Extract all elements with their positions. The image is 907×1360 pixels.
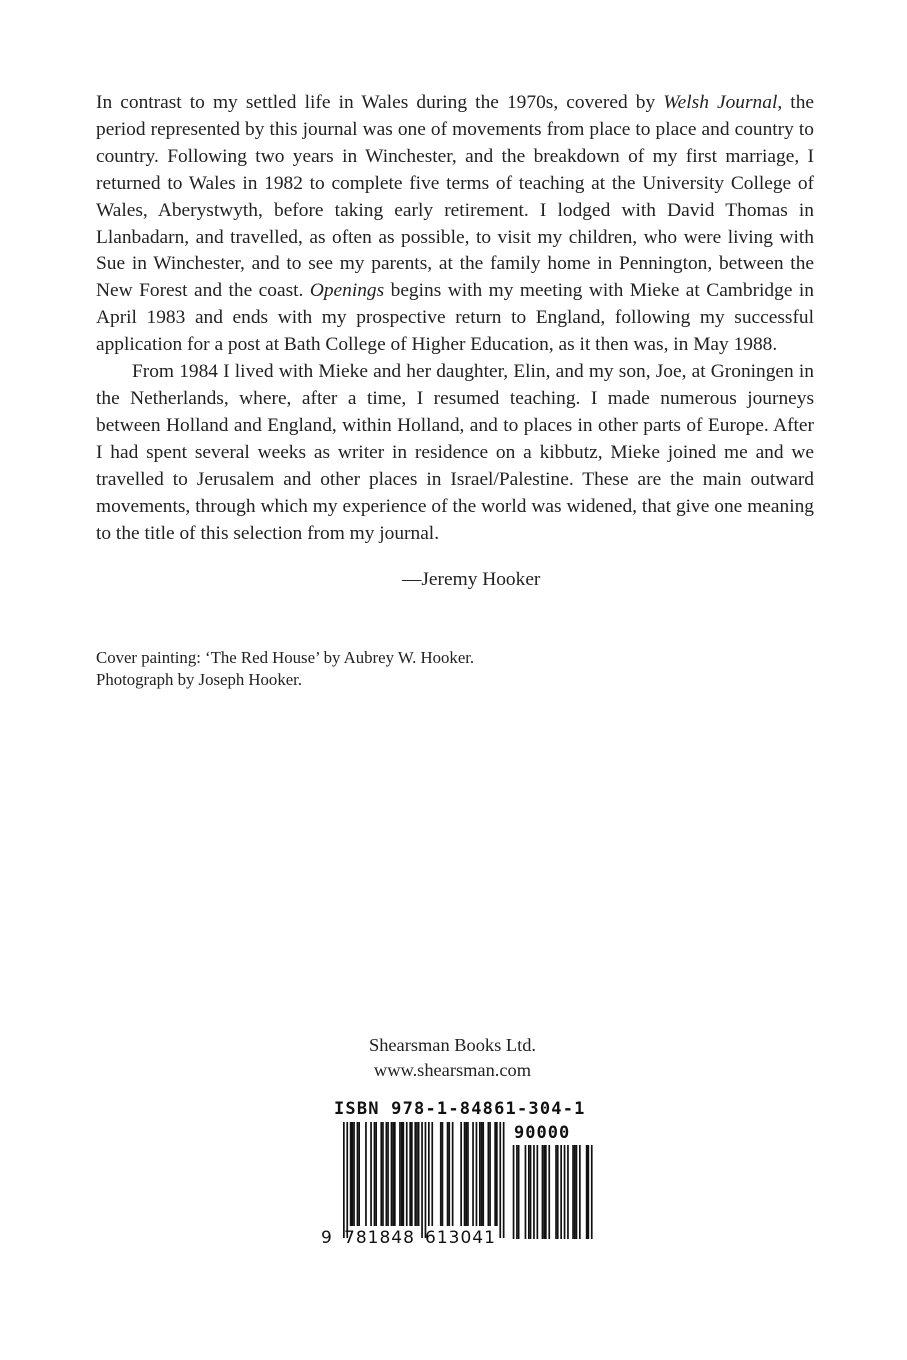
barcode-bar bbox=[503, 1122, 505, 1238]
barcode-bar bbox=[358, 1122, 360, 1226]
barcode-digit-first: 9 bbox=[321, 1228, 332, 1248]
barcode-addon-bar bbox=[591, 1145, 593, 1239]
barcode-addon-bar bbox=[567, 1145, 569, 1239]
barcode-addon-bar bbox=[560, 1145, 562, 1239]
barcode-addon-bar bbox=[513, 1145, 515, 1239]
barcode-bar bbox=[460, 1122, 462, 1226]
barcode-bar bbox=[440, 1122, 442, 1226]
barcode-addon-bar bbox=[542, 1145, 544, 1239]
barcode-addon-bar bbox=[555, 1145, 557, 1239]
barcode-bar bbox=[353, 1122, 355, 1226]
barcode-main-bars bbox=[343, 1122, 505, 1238]
barcode-addon-bar bbox=[572, 1145, 574, 1239]
barcode-addon-bar bbox=[588, 1145, 590, 1239]
barcode-bar bbox=[386, 1122, 388, 1226]
barcode-bar bbox=[374, 1122, 376, 1226]
barcode-addon-bar bbox=[525, 1145, 527, 1239]
barcode-addon-bar bbox=[557, 1145, 559, 1239]
barcode-addon-bar bbox=[574, 1145, 576, 1239]
barcode-bar bbox=[499, 1122, 501, 1238]
barcode-addon-bar bbox=[528, 1145, 530, 1239]
barcode-bar bbox=[343, 1122, 345, 1238]
barcode-addon-bar bbox=[579, 1145, 581, 1239]
barcode-bar bbox=[481, 1122, 483, 1226]
barcode-bar bbox=[472, 1122, 474, 1226]
blurb-paragraph-1: In contrast to my settled life in Wales during the 1970s, covered by Welsh Journal, the period represented by this journal was one of movements from place to place and country to country. Following two years in Winchester, and the breakdown of my first marriage, I returned to Wales in 1982 to complete five terms of teaching at the University College of Wales, Aberystwyth, before taking early retirement. I lodged with David Thomas in Llanbadarn, and travelled, as often as possible, to visit my children, who were living with Sue in Winchester, and to see my parents, at the family home in Pennington, between the New Forest and the coast. Openings begins with my meeting with Mieke at Cambridge in April 1983 and ends with my prospective return to England, following my successful application for a post at Bath College of Higher Education, as it then was, in May 1988. bbox=[96, 92, 815, 356]
isbn-label: ISBN 978-1-84861-304-1 bbox=[334, 1099, 586, 1119]
barcode-bar bbox=[489, 1122, 491, 1226]
blurb-paragraph-2: From 1984 I lived with Mieke and her daughter, Elin, and my son, Joe, at Groningen in the Netherlands, where, after a time, I resumed teaching. I made numerous journeys between Holland and England, within Holland, and to places in other parts of Europe. After I had spent several weeks as writer in residence on a kibbutz, Mieke joined me and we travelled to Jerusalem and other places in Israel/Palestine. These are the main outward movements, through which my experience of the world was widened, that give one meaning to the title of this selection from my journal. bbox=[96, 361, 814, 544]
barcode-bar bbox=[447, 1122, 449, 1226]
barcode-addon-bar bbox=[576, 1145, 578, 1239]
barcode-bar bbox=[409, 1122, 411, 1226]
barcode-bar bbox=[414, 1122, 416, 1226]
author-signature: —Jeremy Hooker bbox=[402, 569, 541, 590]
title-welsh-journal: Welsh Journal bbox=[663, 92, 778, 113]
barcode-bar bbox=[418, 1122, 420, 1226]
barcode-bar bbox=[392, 1122, 394, 1226]
barcode-bar bbox=[382, 1122, 384, 1226]
barcode-digits-right: 613041 bbox=[425, 1228, 496, 1248]
barcode-bar bbox=[494, 1122, 496, 1226]
barcode-bar bbox=[357, 1122, 359, 1226]
barcode-bar bbox=[375, 1122, 377, 1226]
barcode-addon-bar bbox=[516, 1145, 518, 1239]
barcode-bar bbox=[488, 1122, 490, 1226]
barcode-bar bbox=[467, 1122, 469, 1226]
barcode-bar bbox=[431, 1122, 433, 1226]
barcode-bar bbox=[479, 1122, 481, 1226]
barcode-bar bbox=[496, 1122, 498, 1226]
barcode-bar bbox=[387, 1122, 389, 1226]
barcode-bar bbox=[365, 1122, 367, 1226]
barcode-bar bbox=[464, 1122, 466, 1226]
barcode-addon-bar bbox=[518, 1145, 520, 1239]
barcode-bar bbox=[448, 1122, 450, 1226]
barcode-bar bbox=[391, 1122, 393, 1226]
barcode-addon-bars bbox=[513, 1145, 593, 1239]
barcode-bar bbox=[370, 1122, 372, 1226]
barcode-bar bbox=[394, 1122, 396, 1226]
barcode-addon-bar bbox=[586, 1145, 588, 1239]
barcode-bar bbox=[406, 1122, 408, 1226]
title-openings: Openings bbox=[309, 280, 385, 302]
barcode-addon-bar bbox=[543, 1145, 545, 1239]
barcode-bar bbox=[350, 1122, 352, 1226]
barcode-addon-bar bbox=[545, 1145, 547, 1239]
barcode-bar bbox=[482, 1122, 484, 1226]
barcode-bar bbox=[411, 1122, 413, 1226]
barcode-bar bbox=[465, 1122, 467, 1226]
barcode-bar bbox=[425, 1122, 427, 1238]
barcode-bar bbox=[416, 1122, 418, 1226]
barcode-bar bbox=[442, 1122, 444, 1226]
publisher-name: Shearsman Books Ltd. bbox=[368, 1035, 537, 1055]
barcode-bar bbox=[401, 1122, 403, 1226]
barcode-bar bbox=[352, 1122, 354, 1226]
barcode-addon-bar bbox=[564, 1145, 566, 1239]
barcode-digits-left: 781848 bbox=[344, 1228, 415, 1248]
barcode-addon-bar bbox=[533, 1145, 535, 1239]
barcode-addon-bar bbox=[537, 1145, 539, 1239]
barcode-addon-bar bbox=[530, 1145, 532, 1239]
barcode-bar bbox=[428, 1122, 430, 1226]
barcode-bar bbox=[380, 1122, 382, 1226]
barcode-addon-bar bbox=[548, 1145, 550, 1239]
photograph-credit: Photograph by Joseph Hooker. bbox=[96, 670, 303, 689]
cover-painting-credit: Cover painting: ‘The Red House’ by Aubrey W. Hooker. bbox=[96, 648, 475, 667]
barcode-addon-number: 90000 bbox=[514, 1123, 571, 1143]
barcode-bar bbox=[403, 1122, 405, 1226]
barcode-bar bbox=[476, 1122, 478, 1226]
barcode-bar bbox=[452, 1122, 454, 1226]
barcode-bar bbox=[399, 1122, 401, 1226]
barcode-bar bbox=[421, 1122, 423, 1238]
barcode-bar bbox=[346, 1122, 348, 1238]
publisher-website[interactable]: www.shearsman.com bbox=[373, 1060, 532, 1080]
